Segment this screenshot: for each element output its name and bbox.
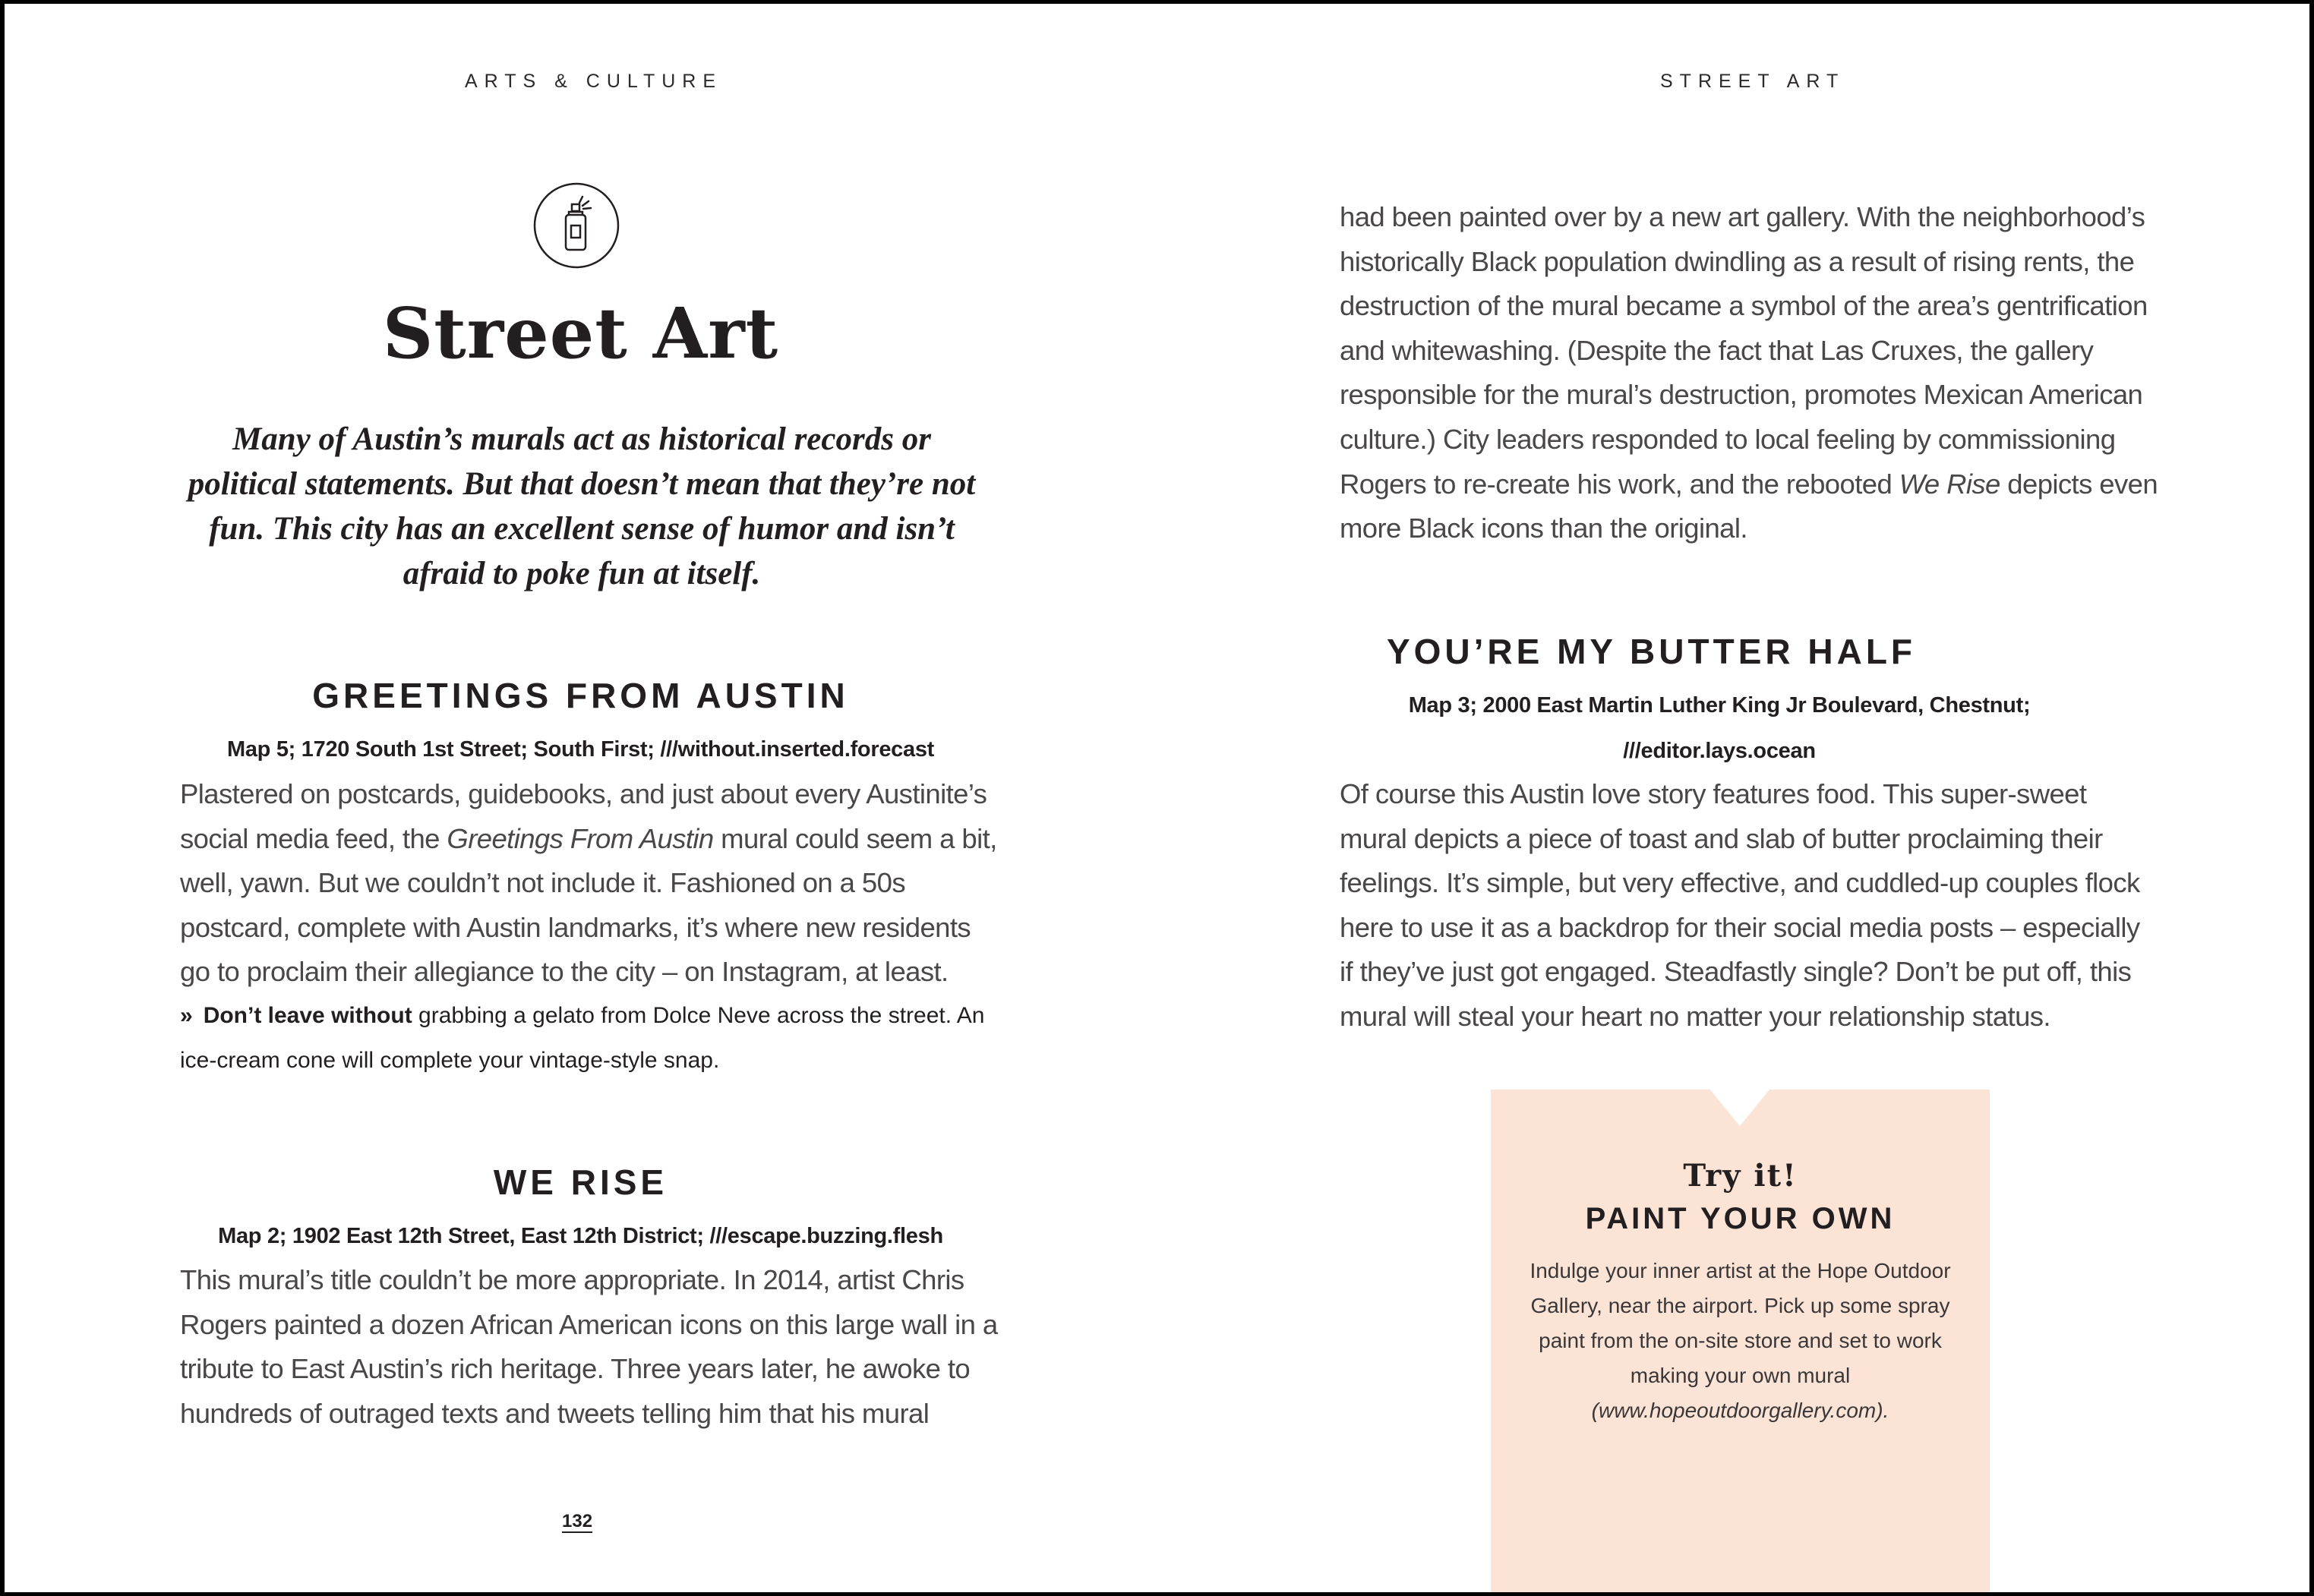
- body-continued-part2: depicts even more Black icons than the original.: [1340, 468, 2158, 544]
- try-it-heading: PAINT YOUR OWN: [1585, 1202, 1896, 1235]
- callout-notch: [1710, 1090, 1769, 1126]
- mural-title-greetings: Greetings From Austin: [447, 822, 714, 854]
- body-continued-part1: had been painted over by a new art gallery. With the neighborhood’s historically Black population dwindling as a result of rising rents, the destruction of the mural became a symbol of the area’s gentrification and whitewashing. (Despite the fact that Las Cruxes, the gallery responsible for the mural’s destruction, promotes Mexican American culture.) City leaders responded to local feeling by commissioning Rogers to re-create his work, and the rebooted: [1340, 201, 2148, 500]
- section-heading-butter-half: YOU’RE MY BUTTER HALF: [1386, 632, 1917, 671]
- body-we-rise: This mural’s title couldn’t be more appropriate. In 2014, artist Chris Rogers painted a dozen African American icons on this large wall in a tribute to East Austin’s rich heritage. Three years later, he awoke to hundreds of outraged texts and tweets telling him that his mural: [180, 1264, 998, 1429]
- page-number: 132: [562, 1511, 593, 1531]
- tip-lead: Don’t leave without: [203, 1003, 412, 1028]
- left-page: [5, 4, 1157, 1592]
- body-greetings: [180, 772, 1000, 995]
- address-greetings: Map 5; 1720 South 1st Street; South First; ///without.inserted.forecast: [226, 737, 934, 762]
- double-chevron-icon: »: [180, 1003, 193, 1028]
- address-butter-half-line1: Map 3; 2000 East Martin Luther King Jr Boulevard, Chestnut;: [1408, 693, 2031, 718]
- try-it-body: [1521, 1254, 1959, 1428]
- try-it-body-text: Indulge your inner artist at the Hope Outdoor Gallery, near the airport. Pick up some spray paint from the on-site store and set to work making your own mural: [1530, 1259, 1951, 1387]
- address-butter-half: [1226, 683, 2213, 774]
- tip-greetings: [180, 993, 1008, 1083]
- section-heading-greetings: GREETINGS FROM AUSTIN: [312, 676, 849, 715]
- intro-paragraph: Many of Austin’s murals act as historical records or political statements. But that doesn’t mean that they’re not fun. This city has an excellent sense of humor and isn’t afraid to poke fun at itself.: [188, 421, 976, 591]
- spray-paint-can-icon: [532, 181, 620, 270]
- address-we-rise: Map 2; 1902 East 12th Street, East 12th District; ///escape.buzzing.flesh: [218, 1224, 943, 1248]
- try-it-link: (www.hopeoutdoorgallery.com).: [1591, 1399, 1889, 1422]
- page-title: Street Art: [382, 292, 779, 374]
- body-greetings-part1: Plastered on postcards, guidebooks, and just about every Austinite’s social media feed, the: [180, 778, 987, 854]
- try-it-label: Try it!: [1683, 1158, 1798, 1194]
- address-butter-half-line2: ///editor.lays.ocean: [1623, 739, 1816, 763]
- running-head-left-text: ARTS & CULTURE: [465, 71, 723, 92]
- tip-text: grabbing a gelato from Dolce Neve across the street. An ice-cream cone will complete your vintage-style snap.: [180, 1003, 985, 1073]
- try-it-callout: [1491, 1090, 1990, 1592]
- running-head-right-text: STREET ART: [1660, 71, 1845, 92]
- body-greetings-part2: mural could seem a bit, well, yawn. But we couldn’t not include it. Fashioned on a 50s postcard, complete with Austin landmarks, it’s where new residents go to proclaim their allegiance to the city – on Instagram, at least.: [180, 822, 997, 988]
- section-heading-we-rise: WE RISE: [493, 1162, 668, 1202]
- body-we-rise-continued: [1340, 195, 2160, 551]
- mural-title-we-rise: We Rise: [1899, 468, 2000, 500]
- book-spread: [5, 4, 2309, 1592]
- body-butter-half: Of course this Austin love story features food. This super-sweet mural depicts a piece of toast and slab of butter proclaiming their feelings. It’s simple, but very effective, and cuddled-up couples flock here to use it as a backdrop for their social media posts – especially if they’ve just got engaged. Steadfastly single? Don’t be put off, this mural will steal your heart no matter your relationship status.: [1340, 778, 2140, 1032]
